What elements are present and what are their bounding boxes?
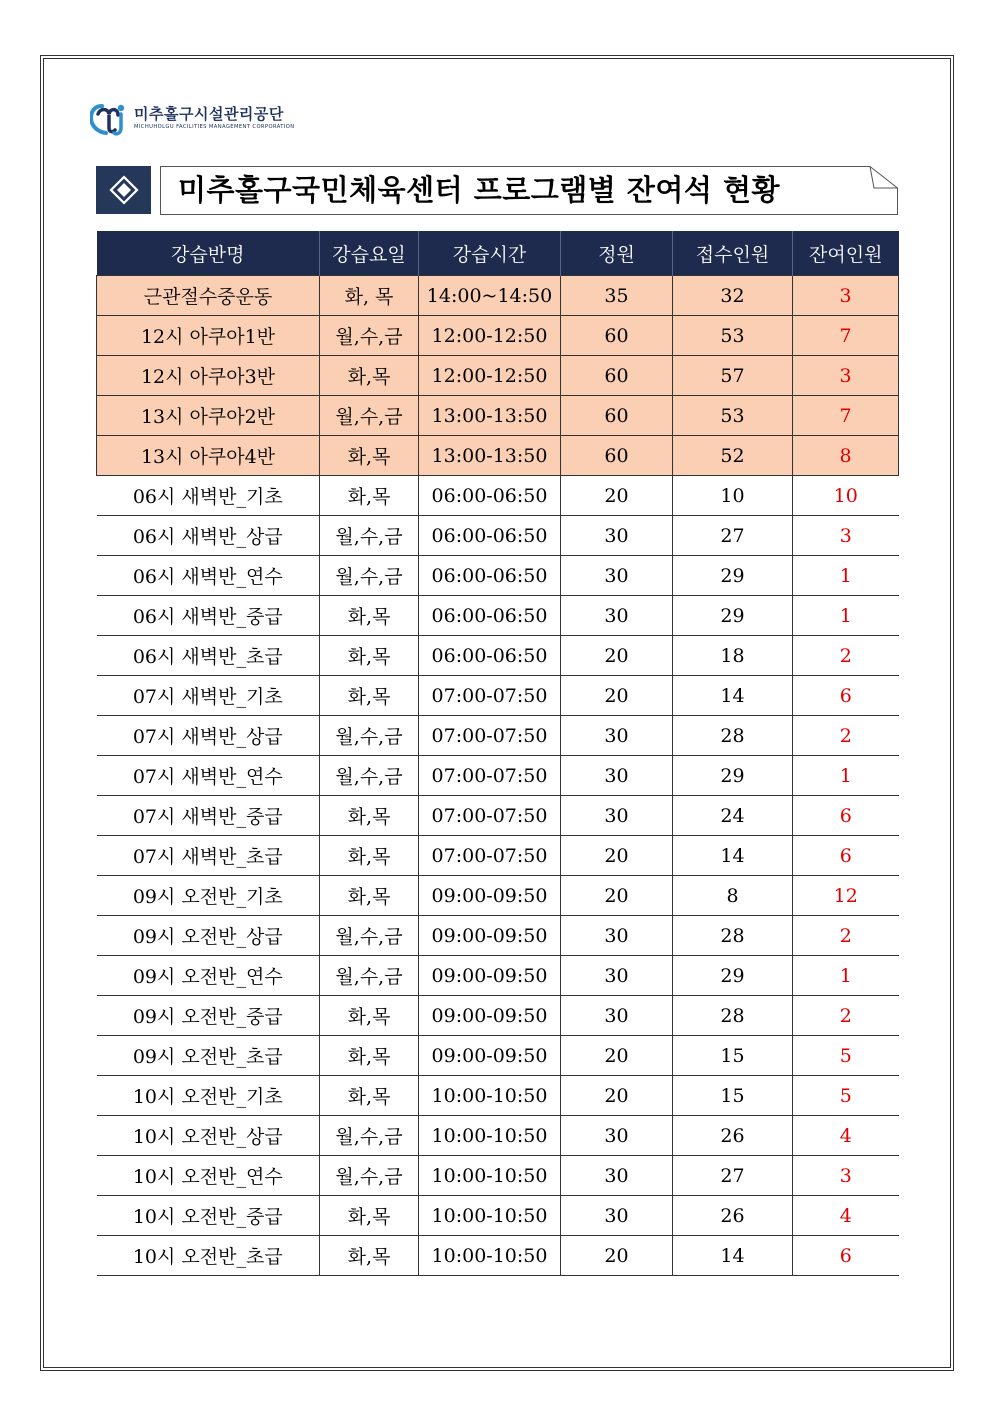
cell-days: 화,목 [320, 356, 419, 396]
cell-days: 월,수,금 [320, 916, 419, 956]
cell-time: 13:00-13:50 [419, 396, 561, 436]
cell-remaining: 10 [793, 476, 899, 516]
cell-remaining: 6 [793, 1236, 899, 1276]
document-title-bar [96, 166, 900, 215]
cell-registered: 24 [673, 796, 793, 836]
cell-days: 월,수,금 [320, 956, 419, 996]
cell-class-name: 06시 새벽반_연수 [97, 556, 320, 596]
cell-capacity: 30 [561, 916, 673, 956]
table-row [97, 316, 899, 356]
table-row [97, 396, 899, 436]
cell-registered: 14 [673, 676, 793, 716]
cell-time: 09:00-09:50 [419, 956, 561, 996]
cell-time: 07:00-07:50 [419, 676, 561, 716]
cell-capacity: 20 [561, 1036, 673, 1076]
cell-registered: 53 [673, 316, 793, 356]
cell-time: 10:00-10:50 [419, 1196, 561, 1236]
cell-remaining: 7 [793, 396, 899, 436]
cell-days: 화,목 [320, 436, 419, 476]
cell-registered: 28 [673, 996, 793, 1036]
cell-time: 09:00-09:50 [419, 916, 561, 956]
cell-registered: 10 [673, 476, 793, 516]
cell-remaining: 3 [793, 356, 899, 396]
cell-capacity: 20 [561, 636, 673, 676]
cell-remaining: 4 [793, 1196, 899, 1236]
cell-time: 14:00~14:50 [419, 276, 561, 316]
cell-registered: 29 [673, 956, 793, 996]
title-panel [160, 166, 898, 214]
cell-class-name: 12시 아쿠아3반 [97, 356, 320, 396]
cell-days: 화,목 [320, 796, 419, 836]
cell-time: 06:00-06:50 [419, 556, 561, 596]
cell-remaining: 2 [793, 916, 899, 956]
cell-time: 09:00-09:50 [419, 1036, 561, 1076]
cell-time: 06:00-06:50 [419, 596, 561, 636]
cell-remaining: 6 [793, 836, 899, 876]
cell-days: 화, 목 [320, 276, 419, 316]
cell-remaining: 4 [793, 1116, 899, 1156]
cell-days: 월,수,금 [320, 316, 419, 356]
table-row [97, 796, 899, 836]
table-body [97, 276, 899, 1276]
table-row [97, 436, 899, 476]
cell-capacity: 20 [561, 1236, 673, 1276]
cell-registered: 28 [673, 716, 793, 756]
table-row [97, 276, 899, 316]
cell-class-name: 07시 새벽반_상급 [97, 716, 320, 756]
cell-time: 12:00-12:50 [419, 316, 561, 356]
header-registered: 접수인원 [673, 231, 793, 276]
cell-class-name: 09시 오전반_초급 [97, 1036, 320, 1076]
header-remaining: 잔여인원 [793, 231, 899, 276]
cell-class-name: 07시 새벽반_초급 [97, 836, 320, 876]
cell-registered: 28 [673, 916, 793, 956]
cell-remaining: 5 [793, 1076, 899, 1116]
cell-time: 07:00-07:50 [419, 796, 561, 836]
cell-days: 화,목 [320, 1076, 419, 1116]
cell-time: 10:00-10:50 [419, 1076, 561, 1116]
cell-days: 월,수,금 [320, 556, 419, 596]
cell-class-name: 09시 오전반_중급 [97, 996, 320, 1036]
cell-registered: 8 [673, 876, 793, 916]
table-row [97, 716, 899, 756]
table-row [97, 556, 899, 596]
cell-remaining: 12 [793, 876, 899, 916]
cell-capacity: 30 [561, 1156, 673, 1196]
cell-class-name: 13시 아쿠아2반 [97, 396, 320, 436]
table-row [97, 756, 899, 796]
table-row [97, 916, 899, 956]
cell-days: 월,수,금 [320, 396, 419, 436]
cell-registered: 32 [673, 276, 793, 316]
cell-capacity: 35 [561, 276, 673, 316]
cell-registered: 14 [673, 836, 793, 876]
program-remaining-seats-table [96, 231, 899, 1276]
cell-remaining: 1 [793, 596, 899, 636]
table-row [97, 476, 899, 516]
cell-remaining: 2 [793, 716, 899, 756]
cell-time: 07:00-07:50 [419, 836, 561, 876]
cell-class-name: 06시 새벽반_기초 [97, 476, 320, 516]
cell-remaining: 3 [793, 276, 899, 316]
page-title: 미추홀구국민체육센터 프로그램별 잔여석 현황 [178, 173, 781, 207]
cell-days: 화,목 [320, 1236, 419, 1276]
cell-capacity: 20 [561, 836, 673, 876]
cell-capacity: 30 [561, 596, 673, 636]
table-row [97, 1116, 899, 1156]
cell-capacity: 30 [561, 716, 673, 756]
cell-class-name: 07시 새벽반_기초 [97, 676, 320, 716]
cell-remaining: 2 [793, 636, 899, 676]
cell-capacity: 20 [561, 676, 673, 716]
cell-class-name: 10시 오전반_초급 [97, 1236, 320, 1276]
table-row [97, 1076, 899, 1116]
cell-capacity: 30 [561, 556, 673, 596]
table-row [97, 996, 899, 1036]
cell-capacity: 30 [561, 756, 673, 796]
table-row [97, 956, 899, 996]
cell-registered: 29 [673, 596, 793, 636]
cell-registered: 29 [673, 756, 793, 796]
cell-capacity: 30 [561, 956, 673, 996]
cell-days: 월,수,금 [320, 756, 419, 796]
table-row [97, 356, 899, 396]
cell-remaining: 3 [793, 516, 899, 556]
table-header-row [97, 231, 899, 276]
cell-days: 화,목 [320, 876, 419, 916]
cell-capacity: 20 [561, 876, 673, 916]
cell-class-name: 13시 아쿠아4반 [97, 436, 320, 476]
table-row [97, 636, 899, 676]
cell-days: 화,목 [320, 476, 419, 516]
table-row [97, 1236, 899, 1276]
corporation-logo [90, 100, 295, 136]
cell-remaining: 5 [793, 1036, 899, 1076]
cell-time: 10:00-10:50 [419, 1236, 561, 1276]
cell-remaining: 1 [793, 556, 899, 596]
title-icon-box [96, 166, 151, 214]
cell-remaining: 7 [793, 316, 899, 356]
cell-time: 06:00-06:50 [419, 516, 561, 556]
cell-capacity: 30 [561, 516, 673, 556]
cell-remaining: 2 [793, 996, 899, 1036]
cell-capacity: 30 [561, 1116, 673, 1156]
corporation-logo-icon [90, 100, 130, 136]
header-time: 강습시간 [419, 231, 561, 276]
cell-class-name: 10시 오전반_연수 [97, 1156, 320, 1196]
cell-class-name: 07시 새벽반_중급 [97, 796, 320, 836]
table-row [97, 676, 899, 716]
cell-remaining: 3 [793, 1156, 899, 1196]
cell-registered: 53 [673, 396, 793, 436]
cell-capacity: 30 [561, 796, 673, 836]
cell-remaining: 1 [793, 956, 899, 996]
cell-capacity: 30 [561, 996, 673, 1036]
cell-remaining: 8 [793, 436, 899, 476]
cell-remaining: 6 [793, 676, 899, 716]
cell-time: 13:00-13:50 [419, 436, 561, 476]
cell-class-name: 근관절수중운동 [97, 276, 320, 316]
cell-days: 화,목 [320, 676, 419, 716]
cell-capacity: 60 [561, 436, 673, 476]
logo-text [134, 105, 295, 131]
cell-days: 화,목 [320, 1036, 419, 1076]
cell-class-name: 06시 새벽반_상급 [97, 516, 320, 556]
cell-days: 화,목 [320, 596, 419, 636]
cell-time: 09:00-09:50 [419, 996, 561, 1036]
cell-class-name: 09시 오전반_연수 [97, 956, 320, 996]
cell-remaining: 6 [793, 796, 899, 836]
cell-registered: 15 [673, 1036, 793, 1076]
cell-days: 화,목 [320, 636, 419, 676]
cell-capacity: 20 [561, 476, 673, 516]
cell-time: 10:00-10:50 [419, 1116, 561, 1156]
cell-days: 월,수,금 [320, 516, 419, 556]
cell-time: 09:00-09:50 [419, 876, 561, 916]
cell-registered: 18 [673, 636, 793, 676]
cell-class-name: 10시 오전반_상급 [97, 1116, 320, 1156]
cell-days: 화,목 [320, 1196, 419, 1236]
table-row [97, 516, 899, 556]
cell-days: 월,수,금 [320, 1116, 419, 1156]
cell-registered: 29 [673, 556, 793, 596]
cell-class-name: 09시 오전반_상급 [97, 916, 320, 956]
table-row [97, 596, 899, 636]
cell-registered: 27 [673, 516, 793, 556]
cell-time: 10:00-10:50 [419, 1156, 561, 1196]
cell-registered: 15 [673, 1076, 793, 1116]
cell-class-name: 09시 오전반_기초 [97, 876, 320, 916]
cell-days: 월,수,금 [320, 1156, 419, 1196]
cell-days: 월,수,금 [320, 716, 419, 756]
cell-class-name: 07시 새벽반_연수 [97, 756, 320, 796]
table-row [97, 1196, 899, 1236]
header-capacity: 정원 [561, 231, 673, 276]
cell-time: 07:00-07:50 [419, 716, 561, 756]
cell-time: 06:00-06:50 [419, 636, 561, 676]
cell-capacity: 60 [561, 356, 673, 396]
table-row [97, 876, 899, 916]
cell-class-name: 12시 아쿠아1반 [97, 316, 320, 356]
cell-remaining: 1 [793, 756, 899, 796]
header-days: 강습요일 [320, 231, 419, 276]
cell-registered: 14 [673, 1236, 793, 1276]
cell-class-name: 10시 오전반_중급 [97, 1196, 320, 1236]
cell-registered: 52 [673, 436, 793, 476]
cell-registered: 27 [673, 1156, 793, 1196]
cell-time: 12:00-12:50 [419, 356, 561, 396]
table-row [97, 1156, 899, 1196]
cell-registered: 26 [673, 1196, 793, 1236]
cell-class-name: 06시 새벽반_중급 [97, 596, 320, 636]
cell-registered: 26 [673, 1116, 793, 1156]
cell-time: 07:00-07:50 [419, 756, 561, 796]
logo-name-english: MICHUHOLGU FACILITIES MANAGEMENT CORPORATION [134, 124, 295, 130]
table-row [97, 1036, 899, 1076]
logo-name-korean: 미추홀구시설관리공단 [134, 105, 284, 123]
cell-class-name: 06시 새벽반_초급 [97, 636, 320, 676]
cell-capacity: 20 [561, 1076, 673, 1116]
cell-time: 06:00-06:50 [419, 476, 561, 516]
cell-registered: 57 [673, 356, 793, 396]
header-class-name: 강습반명 [97, 231, 320, 276]
cell-capacity: 60 [561, 396, 673, 436]
cell-days: 화,목 [320, 836, 419, 876]
cell-class-name: 10시 오전반_기초 [97, 1076, 320, 1116]
cell-days: 화,목 [320, 996, 419, 1036]
diamond-bullet-icon [109, 175, 139, 205]
cell-capacity: 60 [561, 316, 673, 356]
table-row [97, 836, 899, 876]
cell-capacity: 30 [561, 1196, 673, 1236]
